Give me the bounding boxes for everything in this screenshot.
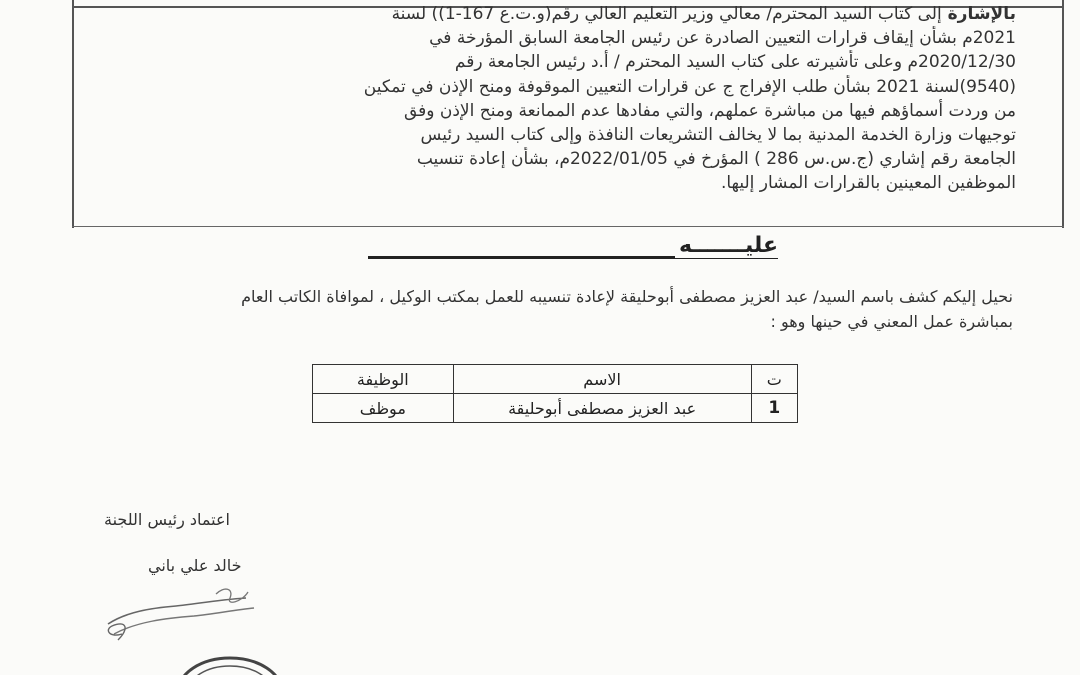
cell-job: موظف xyxy=(313,394,454,423)
body-line: الجامعة رقم إشاري (ج.س.س 286 ) المؤرخ في 2022/01/05م، بشأن إعادة تنسيب xyxy=(416,149,1016,170)
letter-body xyxy=(66,2,1016,196)
body-line: (9540)لسنة 2021 بشأن طلب الإفراج ج عن قرارات التعيين الموقوفة ومنح الإذن في تمكين xyxy=(363,76,1016,97)
handwritten-signature xyxy=(96,578,266,648)
table-row xyxy=(313,394,798,423)
section-heading: عليـــــــه xyxy=(368,236,778,259)
cell-number: 1 xyxy=(751,394,797,423)
body-line: 2021م بشأن إيقاف قرارات التعيين الصادرة عن رئيس الجامعة السابق المؤرخة في xyxy=(429,28,1016,49)
header-number: ت xyxy=(751,365,797,394)
body-line: توجيهات وزارة الخدمة المدنية بما لا يخالف التشريعات النافذة وإلى كتاب السيد رئيس xyxy=(420,125,1016,146)
header-job: الوظيفة xyxy=(313,365,454,394)
referral-paragraph xyxy=(53,284,1013,334)
signatory-title: اعتماد رئيس اللجنة xyxy=(104,510,230,529)
body-line: 2020/12/30م وعلى تأشيرته على كتاب السيد المحترم / أ.د رئيس الجامعة رقم xyxy=(454,52,1016,73)
frame-right-border xyxy=(1062,0,1064,228)
signatory-name: خالد علي باني xyxy=(148,556,242,575)
table-header-row xyxy=(313,365,798,394)
paragraph-line: بمباشرة عمل المعني في حينها وهو : xyxy=(770,312,1013,331)
paragraph-line: نحيل إليكم كشف باسم السيد/ عبد العزيز مصطفى أبوحليقة لإعادة تنسيبه للعمل بمكتب الوكيل ، لموافاة الكاتب العام xyxy=(241,287,1013,306)
body-line: الموظفين المعينين بالقرارات المشار إليها. xyxy=(720,173,1016,194)
staff-table xyxy=(312,364,798,423)
cell-name: عبد العزيز مصطفى أبوحليقة xyxy=(453,394,751,423)
official-stamp xyxy=(170,652,290,675)
frame-bottom-rule xyxy=(72,226,1064,227)
header-name: الاسم xyxy=(453,365,751,394)
body-line: بالإشارة إلى كتاب السيد المحترم/ معالي وزير التعليم العالي رقم(و.ت.ع 167-1)) لسنة xyxy=(391,4,1016,24)
body-line: من وردت أسماؤهم فيها من مباشرة عملهم، والتي مفادها عدم الممانعة ومنح الإذن وفق xyxy=(403,100,1016,121)
